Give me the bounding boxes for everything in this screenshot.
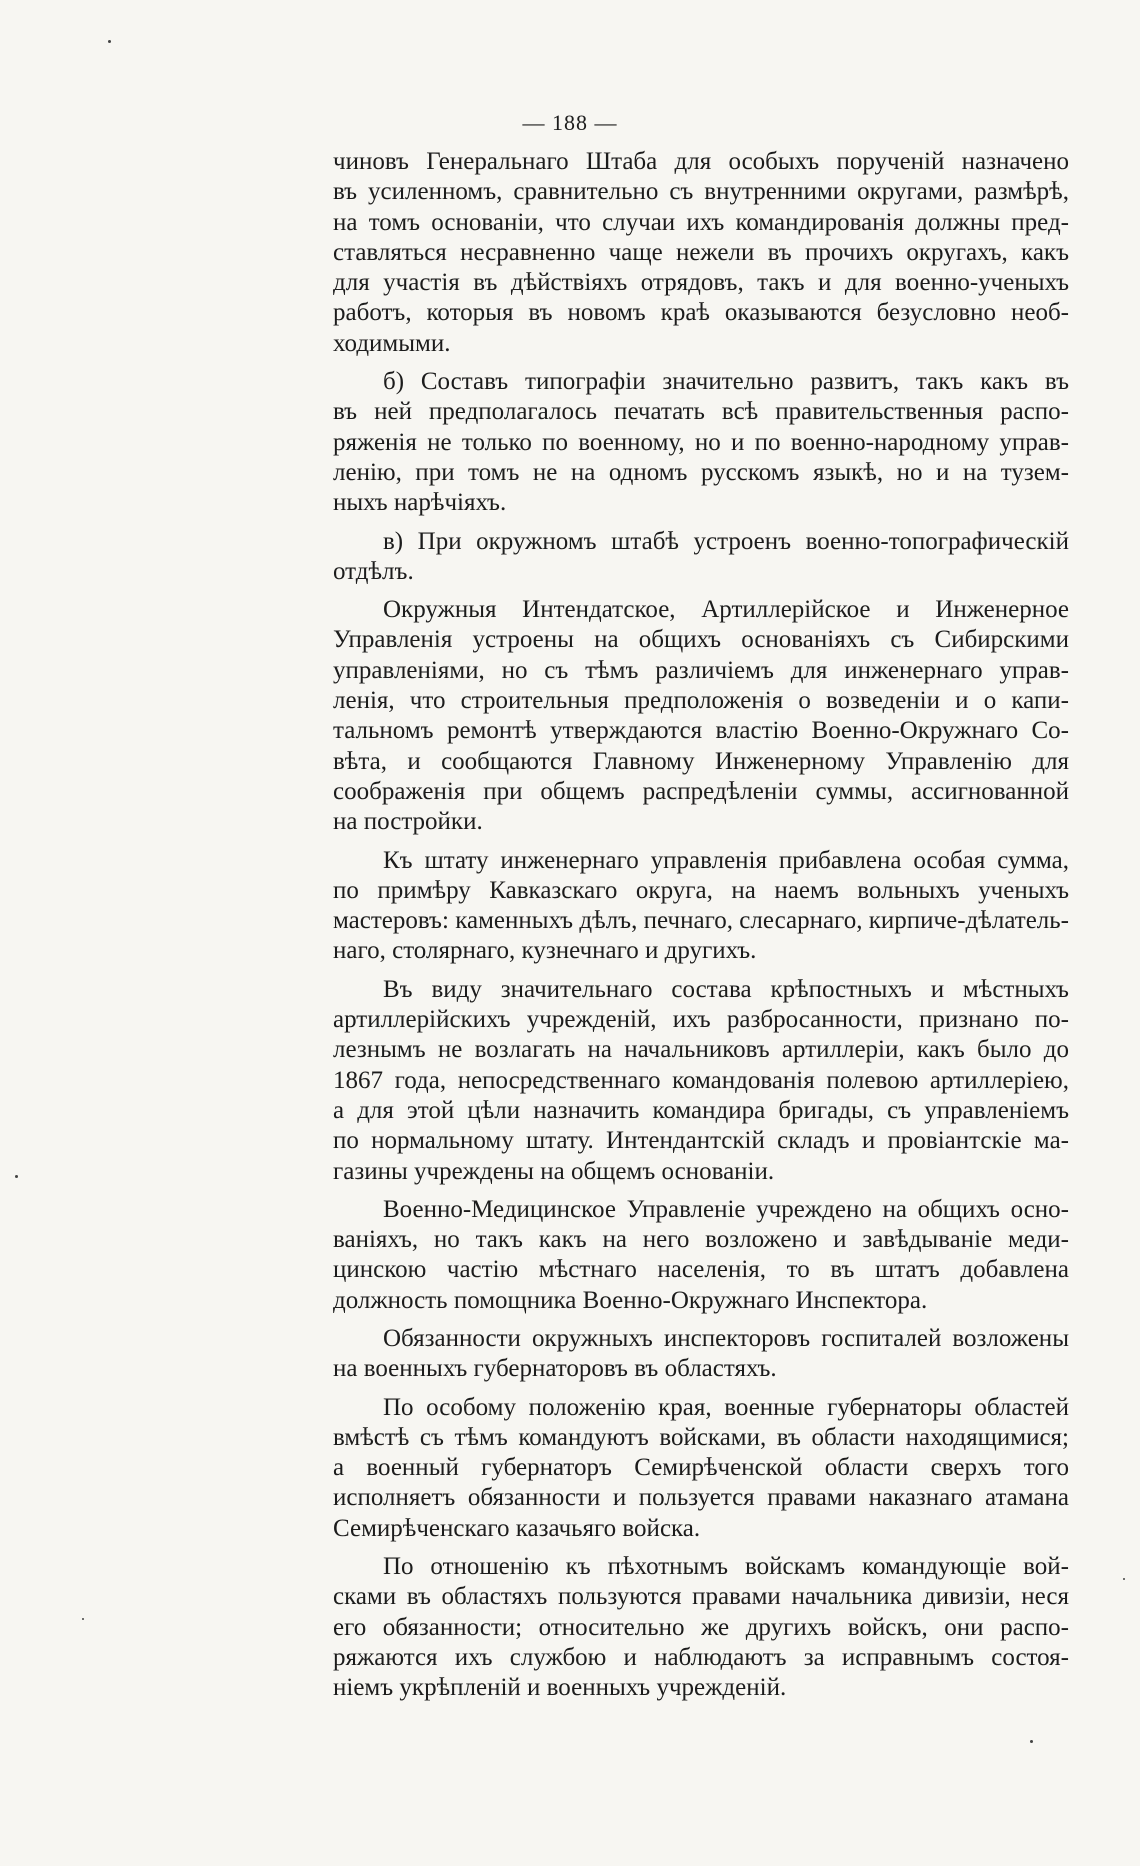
text-line: Военно-Медицинское Управленіе учреждено на общихъ осно- (383, 1195, 1069, 1223)
text-line: должность помощника Военно-Окружнаго Инспектора. (333, 1286, 928, 1314)
scan-speck (1123, 1578, 1125, 1580)
paragraph (333, 1324, 1069, 1385)
text-line: Къ штату инженернаго управленія прибавлена особая сумма, (383, 846, 1069, 874)
paragraph (333, 846, 1069, 967)
text-line: въ ней предполагалось печатать всѣ правительственныя распо- (333, 398, 1069, 426)
paragraph (333, 1393, 1069, 1544)
text-line: а военный губернаторъ Семирѣченской области сверхъ того (333, 1454, 1069, 1482)
text-line: в) При окружномъ штабѣ устроенъ военно-топографическій (383, 527, 1069, 555)
text-line: По особому положенію края, военные губернаторы областей (383, 1393, 1069, 1421)
paragraph-gap (333, 967, 1069, 975)
text-line: Обязанности окружныхъ инспекторовъ госпиталей возложены (383, 1324, 1069, 1352)
text-line: для участія въ дѣйствіяхъ отрядовъ, такъ и для военно-ученыхъ (333, 269, 1069, 297)
text-line: ныхъ нарѣчіяхъ. (333, 489, 507, 517)
page-number: — 188 — (522, 110, 618, 135)
paragraph (333, 367, 1069, 518)
text-line: по примѣру Кавказскаго округа, на наемъ вольныхъ ученыхъ (333, 876, 1069, 904)
text-line: отдѣлъ. (333, 557, 414, 585)
text-line: ряженія не только по военному, но и по военно-народному управ- (333, 428, 1069, 456)
text-line: по нормальному штату. Интендантскій складъ и провіантскіе ма- (333, 1127, 1069, 1155)
paragraph-gap (333, 519, 1069, 527)
text-line: наго, столярнаго, кузнечнаго и другихъ. (333, 937, 757, 965)
text-line: лезнымъ не возлагать на начальниковъ артиллеріи, какъ было до (333, 1036, 1069, 1064)
text-line: исполняетъ обязанности и пользуется правами наказнаго атамана (333, 1484, 1069, 1512)
paragraph (333, 527, 1069, 588)
text-line: въ усиленномъ, сравнительно съ внутренними округами, размѣрѣ, (333, 178, 1069, 206)
text-line: 1867 года, непосредственнаго командованія полевою артиллеріею, (333, 1066, 1069, 1094)
text-line: ходимыми. (333, 329, 451, 357)
paragraph (333, 1195, 1069, 1316)
paragraph (333, 147, 1069, 359)
scan-speck (1030, 1740, 1033, 1743)
text-line: мастеровъ: каменныхъ дѣлъ, печнаго, слесарнаго, кирпиче-дѣлатель- (333, 907, 1069, 935)
text-line: б) Составъ типографіи значительно развитъ, такъ какъ въ (383, 368, 1069, 396)
text-line: работъ, которыя въ новомъ краѣ оказываются безусловно необ- (333, 299, 1069, 327)
paragraph (333, 1552, 1069, 1703)
text-line: тальномъ ремонтѣ утверждаются властію Военно-Окружнаго Со- (333, 717, 1069, 745)
text-line: вмѣстѣ съ тѣмъ командуютъ войсками, въ области находящимися; (333, 1423, 1069, 1451)
text-line: ленію, при томъ не на одномъ русскомъ языкѣ, но и на тузем- (333, 458, 1069, 486)
paragraph-gap (333, 1544, 1069, 1552)
text-line: ставляться несравненно чаще нежели въ прочихъ округахъ, какъ (333, 238, 1069, 266)
scan-speck (82, 1618, 84, 1620)
text-line: По отношенію къ пѣхотнымъ войскамъ командующіе вой- (383, 1553, 1069, 1581)
text-line: на военныхъ губернаторовъ въ областяхъ. (333, 1355, 777, 1383)
text-line: артиллерійскихъ учрежденій, ихъ разбросанности, признано по- (333, 1006, 1069, 1034)
text-line: ленія, что строительныя предположенія о возведеніи и о капи- (333, 687, 1069, 715)
text-line: вѣта, и сообщаются Главному Инженерному Управленію для (333, 747, 1069, 775)
text-line: Въ виду значительнаго состава крѣпостныхъ и мѣстныхъ (383, 975, 1069, 1003)
body-text (333, 147, 1069, 1704)
text-line: ваніяхъ, но такъ какъ на него возложено и завѣдываніе меди- (333, 1226, 1069, 1254)
text-line: сками въ областяхъ пользуются правами начальника дивизіи, неся (333, 1583, 1069, 1611)
text-line: на постройки. (333, 808, 483, 836)
text-line: управленіями, но съ тѣмъ различіемъ для инженернаго управ- (333, 656, 1069, 684)
paragraph-gap (333, 587, 1069, 595)
scan-speck (108, 40, 111, 43)
text-line: газины учреждены на общемъ основаніи. (333, 1157, 775, 1185)
text-line: цинскою частію мѣстнаго населенія, то въ штатъ добавлена (333, 1256, 1069, 1284)
scan-speck (15, 1175, 18, 1178)
paragraph-gap (333, 838, 1069, 846)
paragraph-gap (333, 1385, 1069, 1393)
text-line: Семирѣченскаго казачьяго войска. (333, 1514, 701, 1542)
paragraph (333, 975, 1069, 1187)
paragraph-gap (333, 1316, 1069, 1324)
text-line: ніемъ укрѣпленій и военныхъ учрежденій. (333, 1674, 787, 1702)
paragraph-gap (333, 359, 1069, 367)
paragraph (333, 595, 1069, 837)
text-line: чиновъ Генеральнаго Штаба для особыхъ порученій назначено (333, 148, 1069, 175)
text-line: соображенія при общемъ распредѣленіи суммы, ассигнованной (333, 777, 1069, 805)
paragraph-gap (333, 1187, 1069, 1195)
text-line: Окружныя Интендатское, Артиллерійское и Инженерное (383, 596, 1069, 624)
text-line: а для этой цѣли назначить командира бригады, съ управленіемъ (333, 1096, 1069, 1124)
text-line: его обязанности; относительно же другихъ войскъ, они распо- (333, 1613, 1069, 1641)
text-line: на томъ основаніи, что случаи ихъ командированія должны пред- (333, 208, 1069, 236)
text-line: Управленія устроены на общихъ основаніяхъ съ Сибирскими (333, 626, 1069, 654)
text-line: ряжаются ихъ службою и наблюдаютъ за исправнымъ состоя- (333, 1643, 1069, 1671)
